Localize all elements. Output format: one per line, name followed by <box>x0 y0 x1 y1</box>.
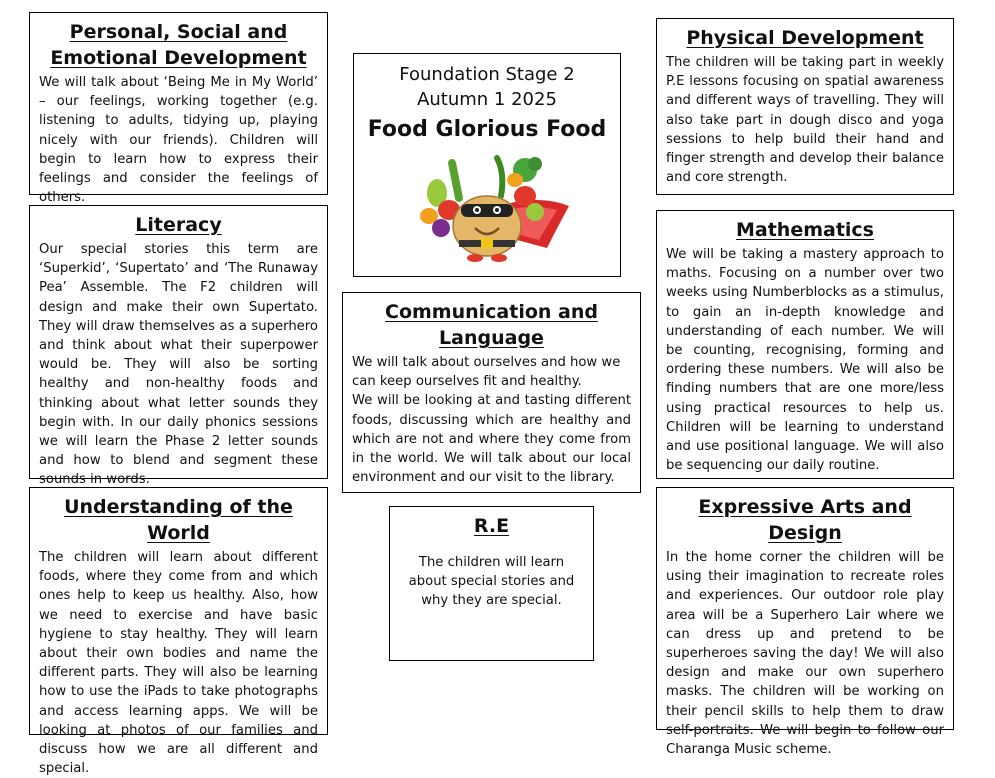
stage-label: Foundation Stage 2 <box>399 64 575 85</box>
physical-heading: Physical Development <box>686 27 924 49</box>
physical-text: The children will be taking part in weekly P.E lessons focusing on spatial awareness and different ways of travelling. They will also take part in dough disco and yoga sessions to help build their hand and finger strength and develop their balance and core strength. <box>666 55 944 186</box>
expressive-arts-text: In the home corner the children will be using their imagination to recreate roles and experiences. Our outdoor role play area will be a Superhero Lair where we can dress up and pretend to be superheroes saving the day! We will also design and make our own superhero masks. The children will be working on their pencil skills to help them to draw self-portraits. We will begin to follow our Charanga Music scheme. <box>666 550 944 758</box>
communication-box <box>342 292 641 493</box>
mathematics-text: We will be taking a mastery approach to maths. Focusing on a number over two weeks using Numberblocks as a stimulus, to gain an in-depth knowledge and understanding of each number. We will be counting, recognising, forming and ordering these numbers. We will also be finding numbers that are one more/less using practical resources to help us. Children will be learning to understand and use positional language. We will also be sequencing our daily routine. <box>666 247 944 474</box>
mathematics-box <box>656 210 954 479</box>
communication-heading: Communication and Language <box>385 301 598 349</box>
psed-text: We will talk about ‘Being Me in My World’ – our feelings, working together (e.g. listening to adults, tidying up, playing nicely with our friends). Children will begin to learn how to express their feelings and consider the feelings of others. <box>39 75 318 206</box>
term-label: Autumn 1 2025 <box>417 89 557 110</box>
topic-title: Food Glorious Food <box>367 117 607 142</box>
literacy-heading: Literacy <box>135 214 222 236</box>
re-text: The children will learn about special stories and why they are special. <box>408 555 575 609</box>
physical-box <box>656 18 954 195</box>
supertato-illustration-icon <box>397 148 577 263</box>
psed-heading: Personal, Social and Emotional Development <box>50 21 307 69</box>
expressive-arts-heading: Expressive Arts and Design <box>698 496 912 544</box>
understanding-world-text: The children will learn about different foods, where they come from and which ones help to keep us healthy. Also, how we need to exercise and have basic hygiene to stay healthy. They will learn about their own bodies and name the different parts. They will also be learning how to use the iPads to take photographs and access learning apps. We will be looking at photos of our families and discuss how we are all different and special. <box>39 550 318 777</box>
expressive-arts-box <box>656 487 954 758</box>
psed-box <box>29 12 328 206</box>
literacy-text: Our special stories this term are ‘Superkid’, ‘Supertato’ and ‘The Runaway Pea’ Assemble. The F2 children will design and make their own Supertato. They will draw themselves as a superhero and think about what their superpower would be. They will also be sorting healthy and non-healthy foods and thinking about what letter sounds they begin with. In our daily phonics sessions we will learn the Phase 2 letter sounds and how to blend and segment these sounds in words. <box>39 242 318 488</box>
communication-text-1: We will talk about ourselves and how we can keep ourselves fit and healthy. <box>352 355 621 390</box>
literacy-box <box>29 205 328 488</box>
re-box <box>389 506 594 661</box>
communication-text-2: We will be looking at and tasting different foods, discussing which are healthy and which are not and where they come from in the world. We will talk about our local environment and our visit to the library. <box>352 393 631 486</box>
mathematics-heading: Mathematics <box>735 219 874 241</box>
title-card <box>353 53 621 277</box>
re-heading: R.E <box>473 515 510 537</box>
understanding-world-box <box>29 487 328 777</box>
understanding-world-heading: Understanding of the World <box>64 496 293 544</box>
